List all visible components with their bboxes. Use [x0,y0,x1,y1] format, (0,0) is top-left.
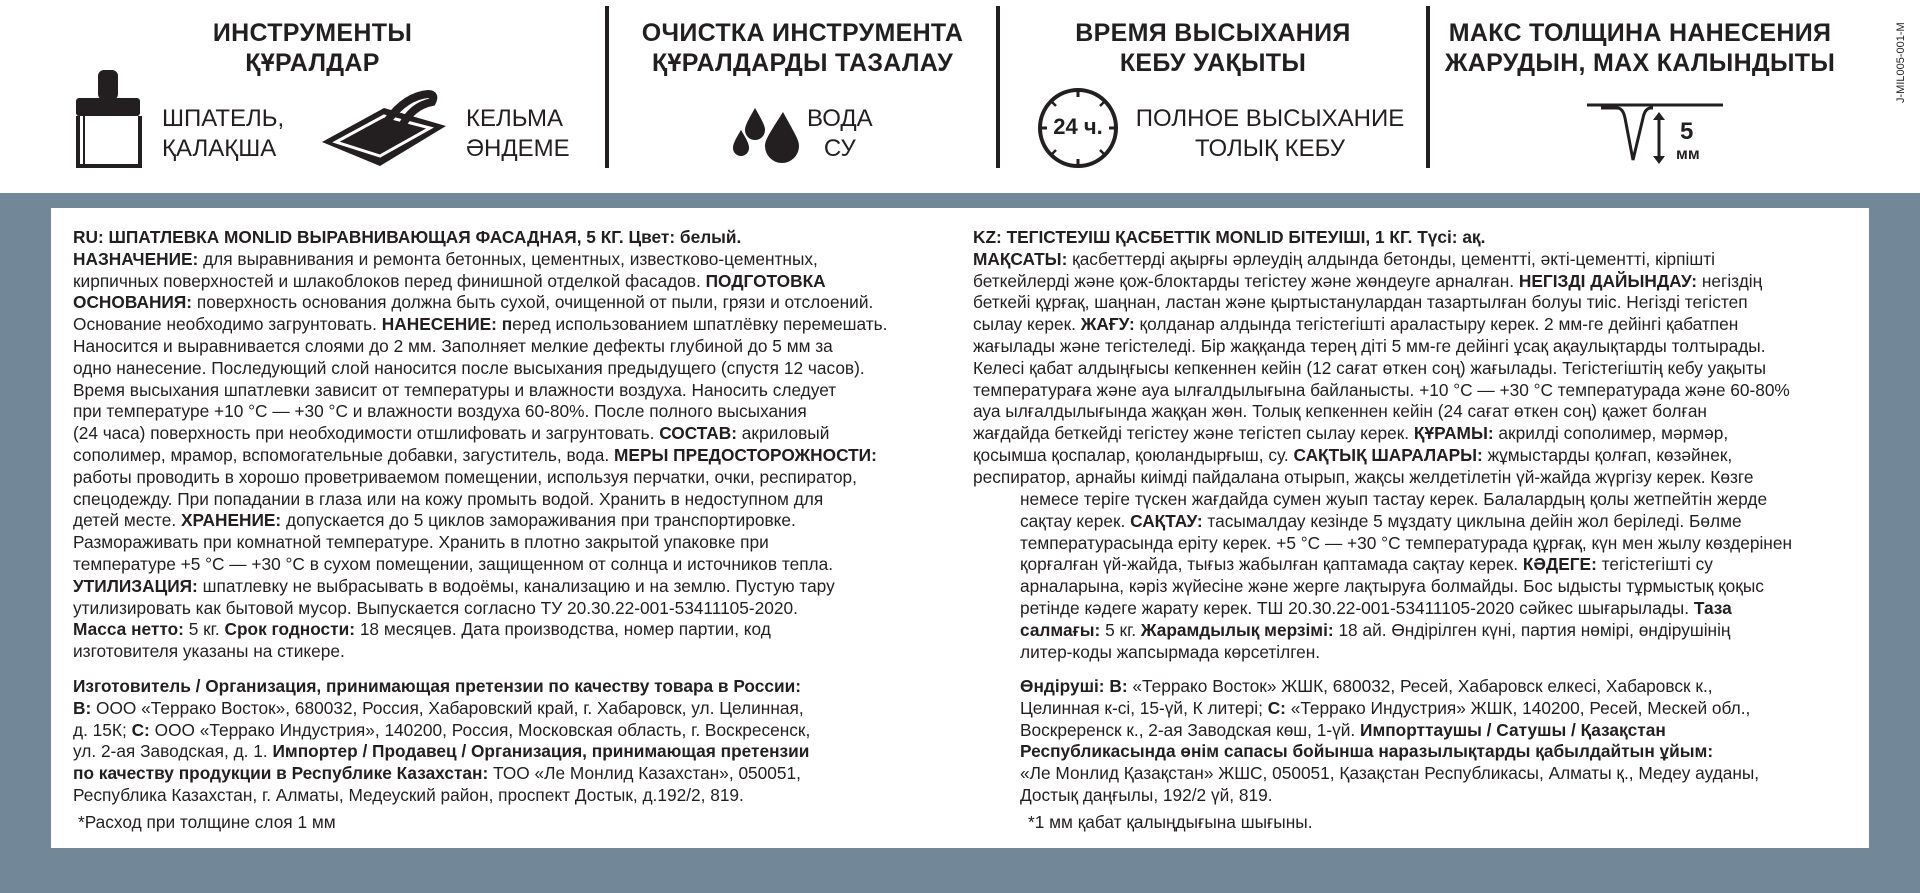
thickness-title-ru: МАКС ТОЛЩИНА НАНЕСЕНИЯ [1448,19,1832,47]
bold-text: Срок годности: [224,619,356,640]
trowel-label-ru: КЕЛЬМА [466,105,563,132]
text-line [73,445,947,467]
bold-text: Импорттаушы / Сатушы / Қазақстан [1360,719,1666,740]
text-run: Целинная к-сі, 15-үй, К литері; [1020,697,1268,718]
text-line [973,467,1847,489]
thickness-title [1430,18,1850,78]
text-run: қосымша қоспалар, қоюландырғыш, су. [973,444,1294,465]
text-line [1020,576,1847,598]
bold-text: Республикасында өнім сапасы бойынша наразылықтарды қабылдайтын ұйым: [1020,741,1714,762]
water-drops-icon [731,102,811,164]
ru-description [73,227,947,663]
bold-text: СОСТАВ: [659,423,737,444]
tools-title-ru: ИНСТРУМЕНТЫ [212,19,413,47]
drying-title [1000,18,1426,78]
ru-manufacturer [73,676,947,807]
text-run: для выравнивания и ремонта бетонных, цементных, известково-цементных, [198,248,818,269]
text-line [73,227,947,249]
kz-footnote: *1 мм қабат қалыңдығына шығыны. [1028,812,1313,832]
bold-text: НАНЕСЕНИЕ: п [381,314,513,335]
bold-text: МАҚСАТЫ: [973,248,1068,269]
text-line [73,423,947,445]
text-run: Келесі қабат алдыңғысы кепкеннен кейін (12 сағат өткен соң) жағылады. Тегістегіштің кебу уақыты [973,357,1767,378]
text-run: еред использованием шпатлёвку перемешать. [512,314,888,335]
text-run: 18 ай. Өндірілген күні, партия нөмірі, өндірушінің [1333,619,1731,640]
text-run: работы проводить в хорошо проветриваемом помещении, используя перчатки, очки, респиратор, [73,466,857,487]
text-line [73,532,947,554]
text-run: қасбеттерді ақырғы әрлеудің алдында бетонды, цементті, әкті-цементті, кірпішті [1067,248,1715,269]
bold-text: по качеству продукции в Республике Казахстан: [73,763,489,784]
bold-text: Изготовитель / Организация, принимающая претензии по качеству товара в России: [73,676,801,696]
text-run: ТОО «Ле Монлид Казахстан», 050051, [488,763,801,784]
bold-text: салмағы: [1020,619,1101,640]
thickness-unit: мм [1676,146,1700,163]
text-run: ООО «Террако Индустрия», 140200, Россия, Московская область, г. Воскресенск, [149,719,811,740]
tools-title [20,18,605,78]
text-line [73,358,947,380]
text-run: детей месте. [73,510,181,531]
bold-text: Жарамдылық мерзімі: [1140,619,1334,640]
text-line [73,576,947,598]
text-run: поверхность основания должна быть сухой, очищенной от пыли, грязи и отслоений. [192,292,874,313]
text-run: изготовителя указаны на стикере. [73,641,345,662]
text-run: беткейі құрғақ, шаңнан, ластан және қыртыстанулардан тазартылған болуы тиіс. Негізді тегістеп [973,292,1748,313]
text-run: 5 кг. [1100,619,1141,640]
text-line [973,401,1847,423]
text-run: «Террако Индустрия» ЖШК, 140200, Ресей, Мескей обл., [1285,697,1751,718]
text-line [973,358,1847,380]
text-run: қолданар алдында тегістегішті араластыру керек. 2 мм-ге дейінгі қабатпен [1134,314,1739,335]
layer-thickness-icon [1587,100,1727,170]
trowel-label-kz: ӘНДЕМЕ [466,135,570,162]
text-line [73,510,947,532]
text-line [73,271,947,293]
tools-section [0,0,605,193]
text-run: Наносится и выравнивается слоями до 2 мм. Заполняет мелкие дефекты глубиной до 5 мм за [73,335,833,356]
spatula-label-kz: ҚАЛАҚША [162,135,277,162]
text-run: кирпичных поверхностей и шлакоблоков перед финишной отделкой фасадов. [73,270,706,291]
kz-description-continued [1020,489,1847,663]
text-line [1020,489,1847,511]
tools-title-kz: ҚҰРАЛДАР [245,49,380,77]
text-run: 18 месяцев. Дата производства, номер партии, код [355,619,771,640]
thickness-value: 5 [1680,118,1694,145]
drying-section [1000,0,1426,193]
bold-text: RU: ШПАТЛЕВКА MONLID ВЫРАВНИВАЮЩАЯ ФАСАДНАЯ, 5 КГ. Цвет: белый. [73,227,742,247]
text-run: допускается до 5 циклов замораживания при транспортировке. [281,510,796,531]
text-run: Размораживать при комнатной температуре. Хранить в плотно закрытой упаковке при [73,532,769,553]
bold-text: САҚТАУ: [1130,510,1203,531]
text-run: немесе теріге түскен жағдайда сумен жуып тастау керек. Балалардың қолы жетпейтін жерде [1020,489,1768,509]
bold-text: ОСНОВАНИЯ: [73,292,193,313]
text-run: д. 15К; [73,719,132,740]
thickness-title-kz: ЖАРУДЫН, MAX КАЛЫНДЫТЫ [1444,49,1836,77]
water-label-ru: ВОДА [807,105,873,132]
text-line [73,720,947,742]
text-run: тасымалдау кезінде 5 мұздату циклына дейін жол беріледі. Бөлме [1202,510,1742,531]
text-run: қорғалған үй-жайда, тығыз жабылған қаптамада сақтау керек. [1020,554,1523,575]
text-line [973,292,1847,314]
text-line [73,336,947,358]
bold-text: KZ: ТЕГІСТЕУІШ ҚАСБЕТТІК MONLID БІТЕУІШІ, 1 КГ. Түсі: ақ. [973,227,1486,247]
side-code: J-MIL005-001-M [1895,22,1907,103]
text-line [1020,741,1847,763]
text-line [973,271,1847,293]
bold-text: Импортер / Продавец / Организация, принимающая претензии [272,741,810,762]
clock-text: 24 ч. [1053,114,1103,139]
text-line [73,619,947,641]
bold-text: ҚҰРАМЫ: [1413,423,1494,444]
text-line [73,554,947,576]
cleaning-title-kz: ҚҰРАЛДАРДЫ ТАЗАЛАУ [651,49,954,77]
spatula-icon [70,70,160,170]
text-line [73,641,947,663]
text-line [73,785,947,807]
text-line [73,314,947,336]
spatula-label [162,104,284,164]
full-drying-ru: ПОЛНОЕ ВЫСЫХАНИЕ [1135,105,1405,132]
text-line [1020,676,1847,698]
bold-text: НАЗНАЧЕНИЕ: [73,248,199,269]
water-label-kz: СУ [823,135,856,162]
text-line [1020,554,1847,576]
text-line [973,227,1847,249]
bold-text: Таза [1693,597,1732,618]
bold-text: САҚТЫҚ ШАРАЛАРЫ: [1293,444,1483,465]
text-line [73,598,947,620]
ru-footnote: *Расход при толщине слоя 1 мм [78,812,336,832]
text-line [1020,698,1847,720]
text-run: Основание необходимо загрунтовать. [73,314,382,335]
text-line [73,380,947,402]
text-line [73,249,947,271]
text-run: респиратор, арнайы киімді пайдалана отырып, жақсы желдетілетін үй-жайда жүргізу керек. Көзге [973,466,1754,487]
text-run: «Ле Монлид Қазақстан» ЖШС, 050051, Қазақстан Республикасы, Алматы қ., Медеу ауданы, [1020,763,1760,784]
text-line [73,763,947,785]
text-line [73,741,947,763]
text-line [73,489,947,511]
text-line [973,314,1847,336]
text-line [973,423,1847,445]
text-run: температурасында еріту керек. +5 °C — +30 °C температурада құрғақ, күн мен жылу көздерінен [1020,532,1792,553]
text-run: жағдайда беткейді тегістеу және тегістеп сылау керек. [973,423,1414,444]
text-line [1020,598,1847,620]
text-run: Республика Казахстан, г. Алматы, Медеуский район, проспект Достык, д.192/2, 819. [73,784,744,805]
text-run: (24 часа) поверхность при необходимости отшлифовать и загрунтовать. [73,423,660,444]
text-run: Достық даңғылы, 192/2 үй, 819. [1020,784,1273,805]
bold-text: КӘДЕГЕ: [1522,554,1597,575]
text-run: ООО «Террако Восток», 680032, Россия, Хабаровский край, г. Хабаровск, ул. Целинная, [91,697,804,718]
full-drying-label [1130,104,1410,164]
bold-text: В: [73,697,92,718]
text-line [73,401,947,423]
kz-manufacturer [1020,676,1847,807]
text-run: утилизировать как бытовой мусор. Выпускается согласно ТУ 20.30.22-001-53411105-2020. [73,597,798,618]
water-label [807,104,873,164]
text-run: шпатлевку не выбрасывать в водоёмы, канализацию и на землю. Пустую тару [197,575,835,596]
text-line [973,380,1847,402]
text-run: жұмыстарды қолғап, көзәйнек, [1482,444,1733,465]
bold-text: ХРАНЕНИЕ: [180,510,282,531]
kz-description [973,227,1847,489]
text-run: спецодежду. При попадании в глаза или на кожу промыть водой. Хранить в недоступном для [73,488,824,509]
text-run: Время высыхания шпатлевки зависит от температуры и влажности воздуха. Наносить следует [73,379,837,400]
text-run: температуре +5 °С — +30 °С в сухом помещении, защищенном от солнца и источников тепла. [73,553,834,574]
text-run: литер-коды жапсырмада көрсетілген. [1020,641,1321,662]
text-run: 5 кг. [183,619,225,640]
bold-text: УТИЛИЗАЦИЯ: [73,575,198,596]
text-line [73,676,947,698]
text-run: при температуре +10 °С — +30 °С и влажности воздуха 60-80%. После полного высыхания [73,401,807,422]
text-line [1020,720,1847,742]
bold-text: Өндіруші: В: [1020,676,1128,696]
text-run: «Террако Восток» ЖШК, 680032, Ресей, Хабаровск елкесі, Хабаровск к., [1127,676,1713,696]
text-line [73,292,947,314]
full-drying-kz: ТОЛЫҚ КЕБУ [1194,135,1346,162]
text-run: ауа ылғалдылығында жаққан жөн. Толық кепкеннен кейін (24 сағат өткен соң) қажет болған [973,401,1707,422]
thickness-section [1430,0,1850,193]
text-run: Воскреренск к., 2-ая Заводская көш, 1-үй. [1020,719,1361,740]
text-run: негіздің [1697,270,1763,291]
text-line [1020,533,1847,555]
trowel-icon [318,90,448,170]
spatula-label-ru: ШПАТЕЛЬ, [162,105,285,132]
text-run: ул. 2-ая Заводская, д. 1. [73,741,273,762]
bold-text: С: [1267,697,1286,718]
bold-text: Масса нетто: [73,619,184,640]
text-run: тегістегішті су [1596,554,1713,575]
bold-text: НЕГІЗДІ ДАЙЫНДАУ: [1518,270,1698,291]
text-line [73,467,947,489]
trowel-label [466,104,570,164]
cleaning-section [609,0,996,193]
text-line [1020,620,1847,642]
text-run: температураға және ауа ылғалдылығына байланысты. +10 °C — +30 °C температурада және 60-80% [973,379,1790,400]
text-line [973,336,1847,358]
text-run: акрилді сополимер, мәрмәр, [1493,423,1729,444]
text-run: сополимер, мрамор, вспомогательные добавки, загуститель, вода. [73,444,615,465]
text-line [1020,642,1847,664]
text-line [1020,763,1847,785]
text-line [73,698,947,720]
drying-title-kz: КЕБУ УАҚЫТЫ [1119,49,1307,77]
text-line [973,249,1847,271]
text-line [1020,511,1847,533]
text-run: сақтау керек. [1020,510,1131,531]
bold-text: С: [131,719,150,740]
text-run: жағылады және тегістеледі. Бір жаққанда терең діті 5 мм-ге дейінгі ұсақ ақаулықтарды толтырады. [973,335,1766,356]
bold-text: ЖАҒУ: [1080,314,1135,335]
bold-text: ПОДГОТОВКА [705,270,826,291]
icon-header [0,0,1920,193]
text-line [1020,785,1847,807]
text-run: сылау керек. [973,314,1081,335]
text-line [973,445,1847,467]
text-run: беткейлерді және қож-блоктарды тегістеу және жөндеуге арналған. [973,270,1519,291]
cleaning-title-ru: ОЧИСТКА ИНСТРУМЕНТА [641,19,964,47]
bold-text: МЕРЫ ПРЕДОСТОРОЖНОСТИ: [614,444,877,465]
text-run: одно нанесение. Последующий слой наносится после высыхания предыдущего (спустя 12 часов). [73,357,865,378]
drying-title-ru: ВРЕМЯ ВЫСЫХАНИЯ [1075,19,1351,47]
cleaning-title [609,18,996,78]
text-run: акриловый [736,423,830,444]
text-run: арналарына, кәріз жүйесіне және жерге лақтыруға болмайды. Бос ыдысты тұрмыстық қоқыс [1020,576,1764,597]
text-run: ретінде кәдеге жарату керек. ТШ 20.30.22-001-53411105-2020 сәйкес шығарылады. [1020,597,1694,618]
